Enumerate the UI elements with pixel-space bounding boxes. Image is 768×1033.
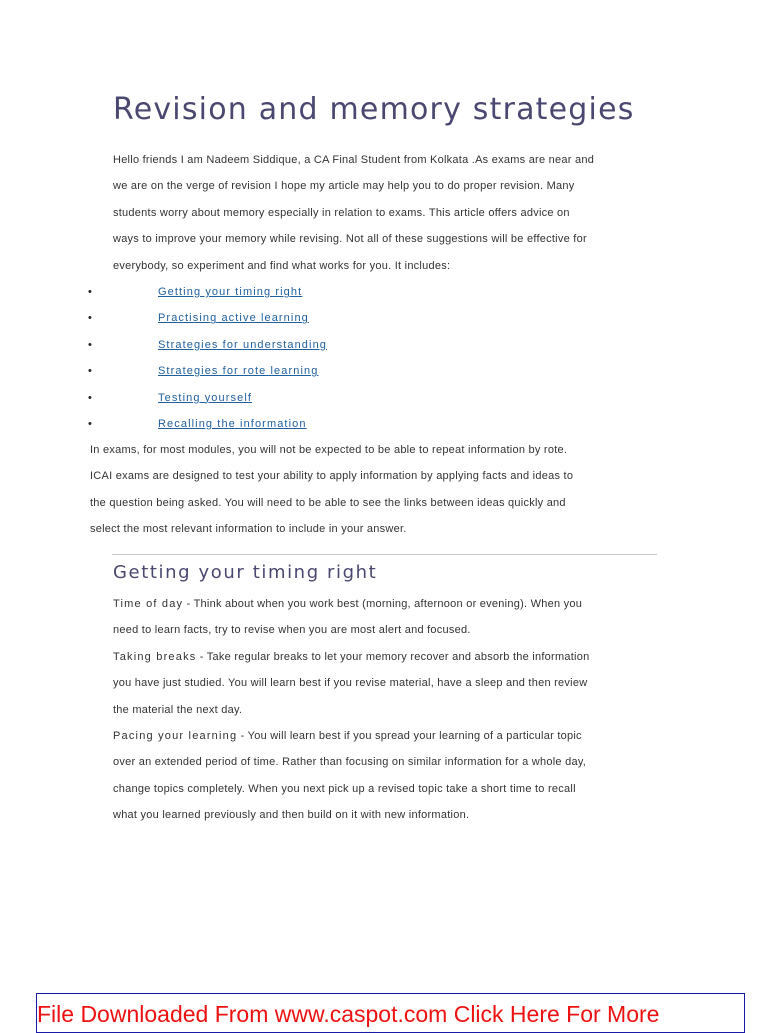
section-line-text: need to learn facts, try to revise when you are most alert and focused. bbox=[113, 624, 471, 637]
paragraph-line: ICAI exams are designed to test your ability to apply information by applying facts and ideas to bbox=[90, 470, 574, 483]
section-line bbox=[113, 591, 673, 617]
section-line bbox=[113, 670, 673, 696]
section-line-text: change topics completely. When you next pick up a revised topic take a short time to recall bbox=[113, 782, 576, 795]
link-testing-yourself[interactable]: Testing yourself bbox=[158, 391, 253, 404]
section-line-text: - Take regular breaks to let your memory recover and absorb the information bbox=[196, 650, 590, 663]
section-heading: Getting your timing right bbox=[113, 562, 378, 583]
section-line bbox=[113, 644, 673, 670]
contents-list bbox=[0, 279, 700, 437]
link-recalling-the-information[interactable]: Recalling the information bbox=[158, 417, 307, 430]
section-line bbox=[113, 723, 673, 749]
paragraph-line: In exams, for most modules, you will not be expected to be able to repeat information by rote. bbox=[90, 444, 568, 456]
intro-paragraph bbox=[113, 147, 673, 279]
list-item bbox=[0, 332, 700, 358]
section-divider bbox=[112, 554, 657, 555]
section-line-text: the material the next day. bbox=[113, 703, 243, 716]
bullet-icon: • bbox=[88, 365, 92, 378]
link-getting-your-timing-right[interactable]: Getting your timing right bbox=[158, 286, 303, 298]
section-line-text: what you learned previously and then build on it with new information. bbox=[113, 809, 470, 822]
intro-line: Hello friends I am Nadeem Siddique, a CA Final Student from Kolkata .As exams are near and bbox=[113, 154, 595, 166]
list-item bbox=[0, 358, 700, 384]
list-item bbox=[0, 411, 700, 437]
section-line-text: over an extended period of time. Rather than focusing on similar information for a whole day, bbox=[113, 756, 587, 769]
term-taking-breaks: Taking breaks bbox=[113, 650, 197, 663]
section-line bbox=[113, 617, 673, 643]
page-title: Revision and memory strategies bbox=[113, 92, 635, 127]
intro-line: students worry about memory especially in relation to exams. This article offers advice on bbox=[113, 206, 570, 219]
paragraph-line: select the most relevant information to include in your answer. bbox=[90, 523, 407, 536]
section-line-text: - Think about when you work best (morning, afternoon or evening). When you bbox=[183, 598, 583, 610]
link-strategies-for-rote-learning[interactable]: Strategies for rote learning bbox=[158, 365, 319, 378]
section-line bbox=[113, 697, 673, 723]
bullet-icon: • bbox=[88, 286, 92, 298]
intro-line: everybody, so experiment and find what works for you. It includes: bbox=[113, 259, 451, 272]
section-line bbox=[113, 749, 673, 775]
list-item bbox=[0, 305, 700, 331]
download-banner-link[interactable]: File Downloaded From www.caspot.com Click Here For More bbox=[36, 993, 745, 1033]
timing-section-body bbox=[113, 591, 673, 829]
bullet-icon: • bbox=[88, 417, 92, 430]
section-line-text: you have just studied. You will learn best if you revise material, have a sleep and then review bbox=[113, 677, 588, 690]
link-practising-active-learning[interactable]: Practising active learning bbox=[158, 312, 309, 325]
term-pacing-your-learning: Pacing your learning bbox=[113, 729, 238, 742]
bullet-icon: • bbox=[88, 312, 92, 325]
link-strategies-for-understanding[interactable]: Strategies for understanding bbox=[158, 338, 327, 351]
exam-paragraph bbox=[90, 437, 690, 543]
bullet-icon: • bbox=[88, 391, 92, 404]
section-line-text: - You will learn best if you spread your learning of a particular topic bbox=[237, 729, 582, 742]
list-item bbox=[0, 385, 700, 411]
bullet-icon: • bbox=[88, 338, 92, 351]
section-line bbox=[113, 776, 673, 802]
paragraph-line: the question being asked. You will need to be able to see the links between ideas quickly and bbox=[90, 496, 566, 509]
list-item bbox=[0, 279, 700, 305]
section-line bbox=[113, 802, 673, 828]
intro-line: we are on the verge of revision I hope my article may help you to do proper revision. Many bbox=[113, 180, 575, 193]
term-time-of-day: Time of day bbox=[113, 598, 184, 610]
intro-line: ways to improve your memory while revising. Not all of these suggestions will be effective for bbox=[113, 233, 587, 246]
